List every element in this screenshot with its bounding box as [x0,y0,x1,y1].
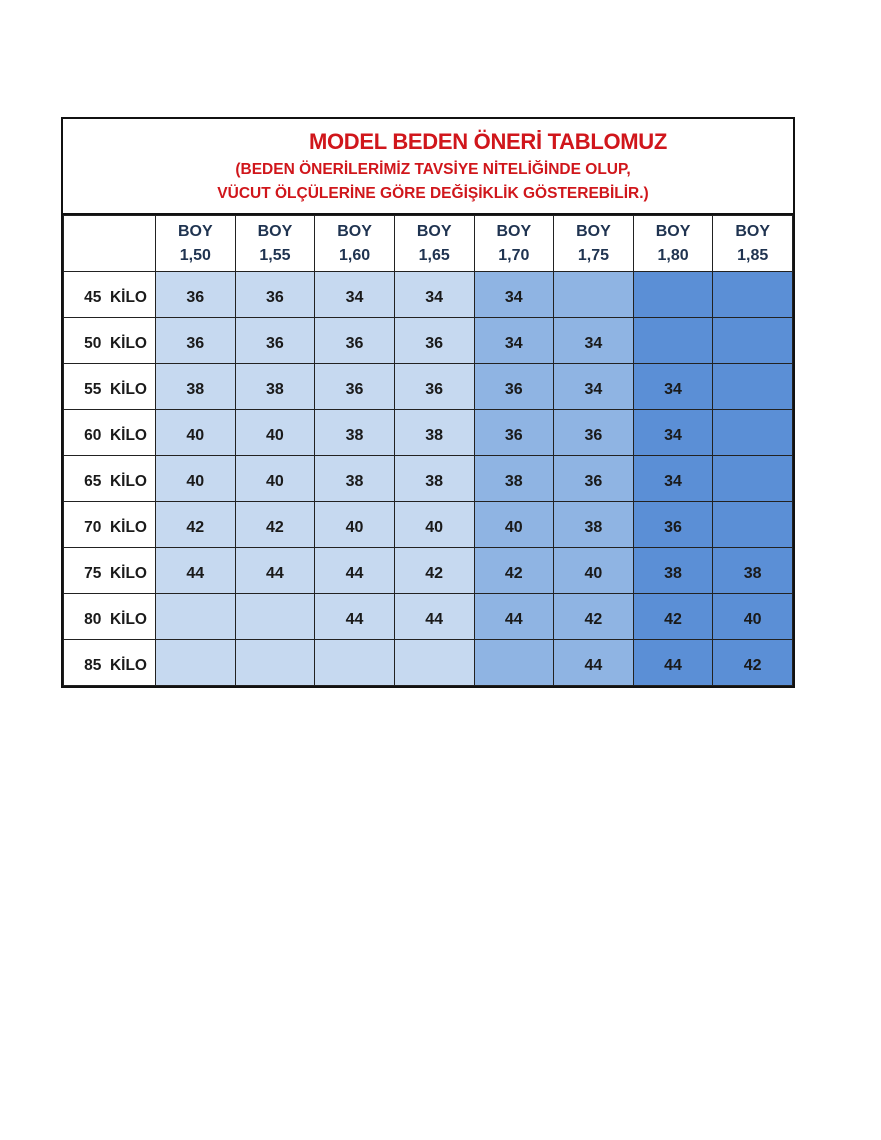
size-cell: 38 [633,548,713,594]
row-label: 60 KİLO [64,410,156,456]
size-cell: 36 [315,364,395,410]
column-height: 1,55 [259,246,291,264]
size-cell: 36 [235,318,315,364]
size-cell: 34 [315,272,395,318]
column-header [554,216,634,272]
column-label: BOY [257,222,293,240]
size-cell: 42 [394,548,474,594]
size-cell: 42 [633,594,713,640]
column-height: 1,65 [418,246,450,264]
size-cell [713,318,793,364]
size-cell [713,364,793,410]
column-height: 1,70 [498,246,530,264]
size-cell: 42 [156,502,236,548]
header-row [64,216,793,272]
column-label: BOY [735,222,771,240]
column-label: BOY [655,222,691,240]
column-label: BOY [576,222,611,240]
size-cell: 38 [315,456,395,502]
size-chart [61,117,795,688]
subtitle-line-2: VÜCUT ÖLÇÜLERİNE GÖRE DEĞİŞİKLİK GÖSTEREBİLİR.) [217,185,649,202]
size-cell: 36 [474,364,554,410]
size-table [63,215,793,686]
size-cell [713,410,793,456]
size-cell: 36 [156,318,236,364]
size-cell: 36 [554,456,634,502]
row-label: 50 KİLO [64,318,156,364]
size-cell: 34 [554,364,634,410]
size-cell: 34 [633,410,713,456]
size-cell: 40 [315,502,395,548]
size-cell: 36 [315,318,395,364]
size-cell: 42 [474,548,554,594]
column-header [474,216,554,272]
size-cell: 44 [235,548,315,594]
table-row [64,594,793,640]
column-label: BOY [496,222,532,240]
column-label: BOY [416,222,452,240]
size-cell: 36 [235,272,315,318]
size-cell: 38 [156,364,236,410]
column-header [633,216,713,272]
column-height: 1,85 [737,246,769,264]
size-cell: 36 [474,410,554,456]
row-label: 65 KİLO [64,456,156,502]
size-cell [713,272,793,318]
row-label: 70 KİLO [64,502,156,548]
size-cell [633,318,713,364]
table-row [64,502,793,548]
size-cell: 34 [554,318,634,364]
table-row [64,364,793,410]
size-cell [235,594,315,640]
size-cell: 44 [394,594,474,640]
size-cell: 36 [156,272,236,318]
size-cell: 40 [235,410,315,456]
size-cell: 40 [554,548,634,594]
size-cell [394,640,474,686]
column-height: 1,60 [338,246,371,264]
column-height: 1,75 [577,246,609,264]
size-cell: 36 [394,364,474,410]
table-row [64,640,793,686]
size-cell: 34 [474,318,554,364]
size-cell: 34 [474,272,554,318]
row-label: 80 KİLO [64,594,156,640]
title-block [63,119,793,215]
size-cell [156,640,236,686]
column-height: 1,50 [179,246,211,264]
size-cell [235,640,315,686]
column-label: BOY [177,222,213,240]
size-cell: 40 [235,456,315,502]
subtitle-line-1: (BEDEN ÖNERİLERİMİZ TAVSİYE NİTELİĞİNDE OLUP, [235,161,631,178]
size-cell: 38 [315,410,395,456]
size-cell: 38 [554,502,634,548]
size-cell: 44 [474,594,554,640]
column-header [235,216,315,272]
column-header [394,216,474,272]
table-row [64,548,793,594]
size-cell [156,594,236,640]
row-label: 55 KİLO [64,364,156,410]
column-header [713,216,793,272]
size-cell: 42 [713,640,793,686]
row-label: 45 KİLO [64,272,156,318]
chart-title: MODEL BEDEN ÖNERİ TABLOMUZ [308,129,668,154]
table-row [64,456,793,502]
size-cell [633,272,713,318]
column-header [156,216,236,272]
size-cell: 36 [633,502,713,548]
size-cell: 42 [554,594,634,640]
size-cell: 36 [554,410,634,456]
size-cell [474,640,554,686]
size-cell [713,502,793,548]
size-cell: 42 [235,502,315,548]
size-cell: 38 [713,548,793,594]
size-cell: 38 [235,364,315,410]
size-cell: 34 [394,272,474,318]
size-cell: 38 [394,410,474,456]
size-cell: 44 [315,594,395,640]
size-cell: 44 [156,548,236,594]
row-label: 75 KİLO [64,548,156,594]
size-cell: 44 [633,640,713,686]
size-cell: 36 [394,318,474,364]
column-header [315,216,395,272]
size-cell: 40 [394,502,474,548]
size-cell: 40 [156,410,236,456]
size-cell: 38 [474,456,554,502]
size-cell: 40 [474,502,554,548]
table-row [64,318,793,364]
column-height: 1,80 [657,246,689,264]
size-cell: 38 [394,456,474,502]
size-cell: 40 [713,594,793,640]
size-cell: 34 [633,456,713,502]
size-cell [713,456,793,502]
size-cell [554,272,634,318]
table-row [64,410,793,456]
size-cell: 40 [156,456,236,502]
size-cell: 34 [633,364,713,410]
table-row [64,272,793,318]
corner-cell [64,216,156,272]
row-label: 85 KİLO [64,640,156,686]
size-cell: 44 [315,548,395,594]
column-label: BOY [337,222,372,240]
size-cell: 44 [554,640,634,686]
size-cell [315,640,395,686]
